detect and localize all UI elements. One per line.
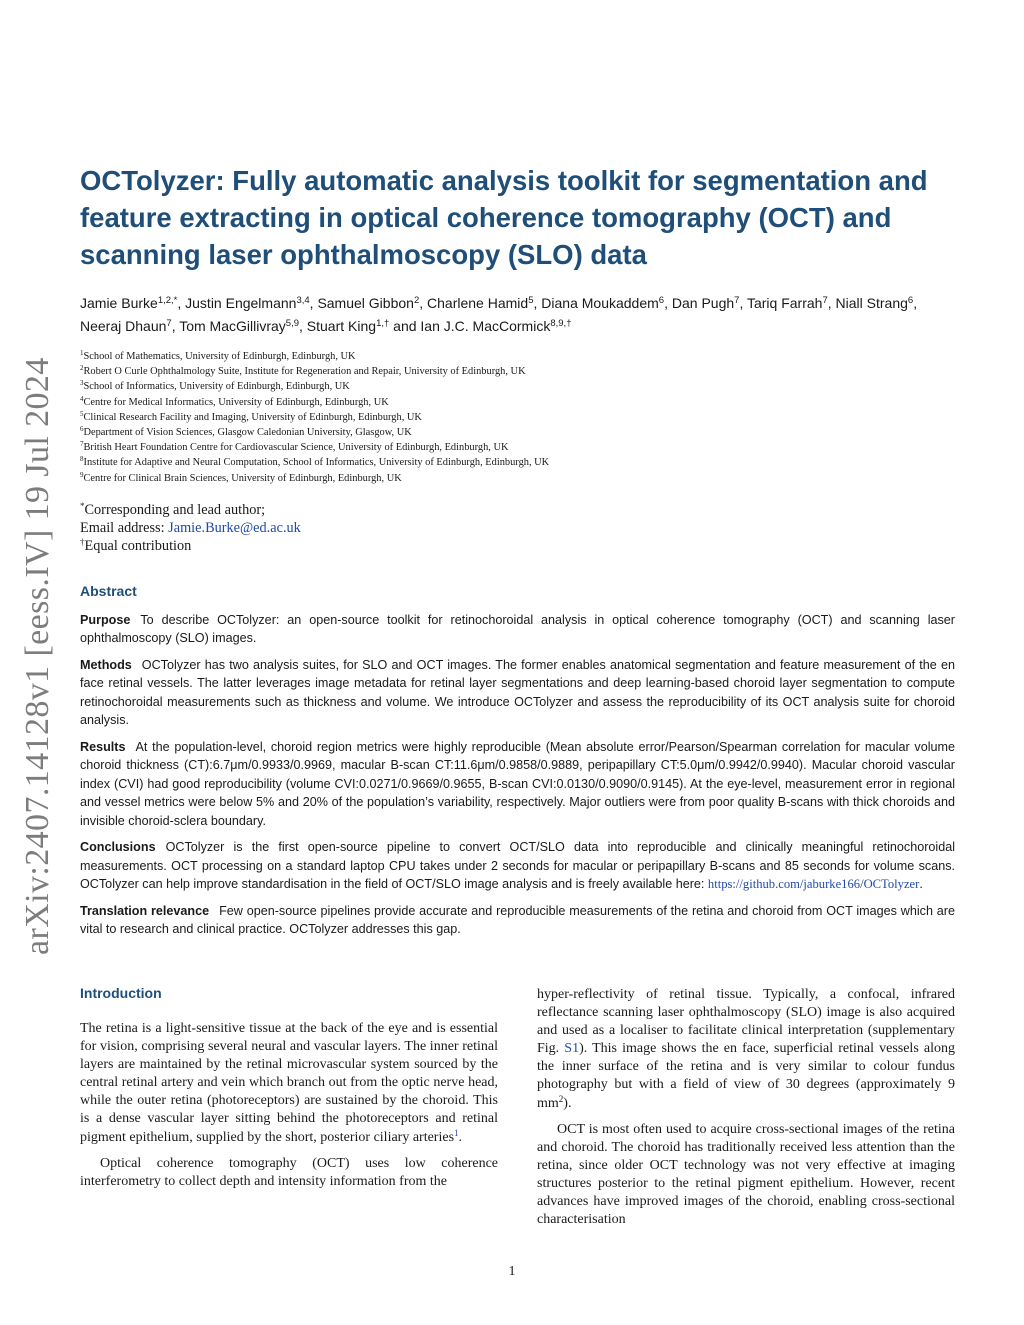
author-affil: 5 bbox=[528, 295, 534, 306]
affiliation-item bbox=[80, 349, 960, 364]
intro-paragraph bbox=[537, 986, 955, 1113]
abstract-results bbox=[80, 738, 955, 831]
author-affil: 1,† bbox=[376, 318, 390, 329]
affiliation-item bbox=[80, 410, 960, 425]
author: Dan Pugh bbox=[671, 295, 735, 311]
methods-label: Methods bbox=[80, 657, 132, 672]
abstract-conclusions: Conclusions OCTolyzer is the first open-source pipeline to convert OCT/SLO data into reproducible and clinically meaningful retinochoroidal measurements. OCT processing on a standard laptop CPU takes under 2 seconds for macular or peripapillary B-scans and 85 seconds for volume scans. OCTolyzer can help improve standardisation in the field of OCT/SLO image analysis and is freely available here: https://github.com/jaburke166/OCTolyzer. bbox=[80, 840, 955, 891]
introduction-heading: Introduction bbox=[80, 985, 162, 1001]
author: Diana Moukaddem bbox=[541, 295, 659, 311]
author: Niall Strang bbox=[835, 295, 908, 311]
right-column bbox=[537, 986, 955, 1237]
affiliation-item bbox=[80, 455, 960, 470]
author: Tariq Farrah bbox=[746, 295, 823, 311]
abstract-section bbox=[80, 582, 955, 947]
author: Samuel Gibbon bbox=[317, 295, 414, 311]
affiliation-text: Centre for Medical Informatics, University of Edinburgh, Edinburgh, UK bbox=[83, 396, 389, 408]
affiliation-number: 2 bbox=[80, 364, 84, 373]
author-affil: 7 bbox=[734, 295, 740, 306]
figure-ref-link[interactable]: S1 bbox=[564, 1041, 580, 1057]
intro-p2-text: Optical coherence tomography (OCT) uses low coherence interferometry to collect depth and intensity information from the bbox=[80, 1155, 498, 1189]
intro-p3-text-c: ). bbox=[563, 1095, 572, 1111]
author: Ian J.C. MacCormick bbox=[420, 318, 551, 334]
equal-note bbox=[80, 537, 680, 555]
left-column bbox=[80, 1020, 498, 1199]
translation-label: Translation relevance bbox=[80, 903, 210, 918]
affiliation-text: British Heart Foundation Centre for Cardiovascular Science, University of Edinburgh, Edinburgh, UK bbox=[83, 442, 509, 454]
author-affil: 6 bbox=[658, 295, 665, 306]
author-list: Jamie Burke$^{1,2,*}$, Justin Engelmann$^{3,4}$, Samuel Gibbon$^2$, Charlene Hamid$^5$, Diana Moukaddem$^6$, Dan Pugh$^7$, Tariq Farrah$^7$, Niall Strang$^6$, Neeraj Dhaun$^7$, Tom MacGillivray$^{5,9}$, Stuart King$^{1,\dagger}$ and Ian J.C. MacCormick$^{8,9,\dagger}$ bbox=[80, 295, 918, 334]
affiliation-text: Centre for Clinical Brain Sciences, University of Edinburgh, Edinburgh, UK bbox=[83, 472, 402, 484]
purpose-label: Purpose bbox=[80, 612, 131, 627]
author-affil: 6 bbox=[907, 295, 914, 306]
translation-text: Few open-source pipelines provide accurate and reproducible measurements of the retina and choroid from OCT images which are vital to research and clinical practice. OCTolyzer addresses this gap. bbox=[80, 903, 955, 936]
affiliation-text: Institute for Adaptive and Neural Computation, School of Informatics, University of Edinburgh, Edinburgh, UK bbox=[83, 457, 550, 469]
email-label: Email address: bbox=[80, 520, 169, 536]
affiliation-text: Robert O Curle Ophthalmology Suite, Institute for Regeneration and Repair, University of Edinburgh, UK bbox=[83, 366, 526, 378]
asterisk-mark: * bbox=[80, 501, 85, 511]
intro-paragraph: The retina is a light-sensitive tissue at the back of the eye and is essential for vision, comprising several neural and vascular layers. The inner retinal layers are maintained by the retinal microvascular system sourced by the central retinal artery and vein which branch out from the optic nerve head, while the outer retina (photoreceptors) are sustained by the choroid. This is a dense vascular layer sitting behind the photoreceptors and retinal pigment epithelium, supplied by the short, posterior ciliary arteries$^1$. bbox=[80, 1021, 498, 1145]
author-affil: 7 bbox=[822, 295, 828, 306]
intro-p3-text: hyper-reflectivity of retinal tissue. Typically, a confocal, infrared reflectance scanning laser ophthalmoscopy (SLO) image is also acquired and used as a localiser to facilitate clinical interpretation (supplementary Fig. bbox=[537, 987, 955, 1057]
author-affil: 7 bbox=[166, 318, 172, 329]
abstract-translation bbox=[80, 902, 955, 939]
superscript: 2 bbox=[558, 1093, 564, 1104]
author: Stuart King bbox=[306, 318, 377, 334]
arxiv-stamp: arXiv:2407.14128v1 [eess.IV] 19 Jul 2024 bbox=[19, 357, 56, 955]
affiliation-text: Clinical Research Facility and Imaging, University of Edinburgh, Edinburgh, UK bbox=[83, 411, 422, 423]
affiliation-item bbox=[80, 364, 960, 379]
equal-text: Equal contribution bbox=[84, 538, 192, 554]
author-affil: 2 bbox=[413, 295, 420, 306]
purpose-text: To describe OCTolyzer: an open-source toolkit for retinochoroidal analysis in optical coherence tomography (OCT) and scanning laser ophthalmoscopy (SLO) images. bbox=[80, 612, 955, 645]
author-notes bbox=[80, 501, 680, 555]
abstract-purpose bbox=[80, 611, 955, 648]
affiliation-item bbox=[80, 395, 960, 410]
conclusions-text: OCTolyzer is the first open-source pipeline to convert OCT/SLO data into reproducible and clinically meaningful retinochoroidal measurements. OCT processing on a standard laptop CPU takes under 2 seconds for macular or peripapillary B-scans and 85 seconds for volume scans. OCTolyzer can help improve standardisation in the field of OCT/SLO image analysis and is freely available here: bbox=[80, 840, 955, 891]
github-link[interactable]: https://github.com/jaburke166/OCTolyzer bbox=[707, 877, 920, 891]
intro-p1-text: The retina is a light-sensitive tissue at the back of the eye and is essential for vision, comprising several neural and vascular layers. The inner retinal layers are maintained by the retinal microvascular system sourced by the central retinal artery and vein which branch out from the optic nerve head, while the outer retina (photoreceptors) are sustained by the choroid. This is a dense vascular layer sitting behind the photoreceptors and retinal pigment epithelium, supplied by the short, posterior ciliary arteries bbox=[80, 1021, 498, 1145]
author: Tom MacGillivray bbox=[179, 318, 286, 334]
author: Neeraj Dhaun bbox=[80, 318, 167, 334]
page-number: 1 bbox=[508, 1264, 516, 1279]
author-affil: 5,9 bbox=[285, 318, 300, 329]
citation-link[interactable]: 1 bbox=[454, 1127, 459, 1138]
affiliation-number: 4 bbox=[80, 394, 84, 403]
affiliation-text: Department of Vision Sciences, Glasgow Caledonian University, Glasgow, UK bbox=[83, 427, 412, 439]
affiliation-number: 9 bbox=[80, 470, 84, 479]
conclusions-label: Conclusions bbox=[80, 840, 156, 854]
affiliation-number: 8 bbox=[80, 455, 84, 464]
affiliation-item bbox=[80, 471, 960, 486]
author-affil: 8,9,† bbox=[550, 318, 572, 329]
author: Justin Engelmann bbox=[185, 295, 297, 311]
intro-p3-text-b: ). This image shows the en face, superficial retinal vessels along the inner surface of the retina and is very similar to colour fundus photography but with a field of view of 30 degrees (approximately 9 mm bbox=[537, 1041, 955, 1111]
abstract-methods bbox=[80, 656, 955, 730]
results-text: At the population-level, choroid region metrics were highly reproducible (Mean absolute error/Pearson/Spearman correlation for macular volume choroid thickness (CT):6.7μm/0.9933/0.9969, macular B-scan CT:11.6μm/0.9858/0.9889, peripapillary CT:5.0μm/0.9942/0.9940). Macular choroid vascular index (CVI) had good reproducibility (volume CVI:0.0271/0.9669/0.9655, B-scan CVI:0.0130/0.9090/0.9145). At the eye-level, measurement error in regional and vessel metrics were below 5% and 20% of the population’s variability, respectively. Major outliers were from poor quality B-scans with thick choroids and invisible choroid-sclera boundary. bbox=[80, 739, 955, 828]
affiliation-list bbox=[80, 349, 960, 486]
author-affil: 3,4 bbox=[296, 295, 310, 306]
author-affil: 1,2,* bbox=[157, 295, 178, 306]
intro-paragraph bbox=[537, 1121, 955, 1230]
abstract-heading: Abstract bbox=[80, 583, 137, 599]
affiliation-item bbox=[80, 425, 960, 440]
corresponding-text: Corresponding and lead author; bbox=[84, 502, 266, 518]
affiliation-text: School of Informatics, University of Edinburgh, Edinburgh, UK bbox=[83, 381, 350, 393]
affiliation-text: School of Mathematics, University of Edinburgh, Edinburgh, UK bbox=[83, 351, 356, 362]
intro-paragraph bbox=[80, 1155, 498, 1191]
email-line bbox=[80, 519, 680, 537]
results-label: Results bbox=[80, 739, 126, 754]
affiliation-item bbox=[80, 440, 960, 455]
intro-p4-text: OCT is most often used to acquire cross-sectional images of the retina and choroid. The choroid has traditionally received less attention than the retina, since older OCT technology was not very effective at imaging structures posterior to the retinal pigment epithelium. However, recent advances have improved images of the choroid, enabling cross-sectional characterisation bbox=[537, 1121, 955, 1228]
methods-text: OCTolyzer has two analysis suites, for SLO and OCT images. The former enables anatomical segmentation and feature measurement of the en face retinal vessels. The latter leverages image metadata for retinal layer segmentations and deep learning-based choroid layer segmentation to compute retinochoroidal measurements such as thickness and volume. We introduce OCTolyzer and assess the reproducibility of its OCT analysis suite for choroid analysis. bbox=[80, 657, 955, 727]
email-link[interactable]: Jamie.Burke@ed.ac.uk bbox=[168, 520, 301, 536]
author: Charlene Hamid bbox=[427, 295, 529, 311]
author-joiner: and bbox=[389, 318, 421, 334]
dagger-mark: † bbox=[80, 537, 85, 547]
affiliation-item bbox=[80, 379, 960, 394]
affiliation-number: 1 bbox=[80, 349, 84, 357]
corresponding-note bbox=[80, 501, 680, 519]
author: Jamie Burke bbox=[80, 295, 158, 311]
paper-title: OCTolyzer: Fully automatic analysis toolkit for segmentation and feature extracting in optical coherence tomography (OCT) and scanning laser ophthalmoscopy (SLO) data bbox=[80, 165, 928, 270]
affiliation-number: 6 bbox=[80, 425, 84, 434]
affiliation-number: 3 bbox=[80, 379, 84, 388]
affiliation-number: 7 bbox=[80, 440, 84, 449]
affiliation-number: 5 bbox=[80, 409, 84, 418]
